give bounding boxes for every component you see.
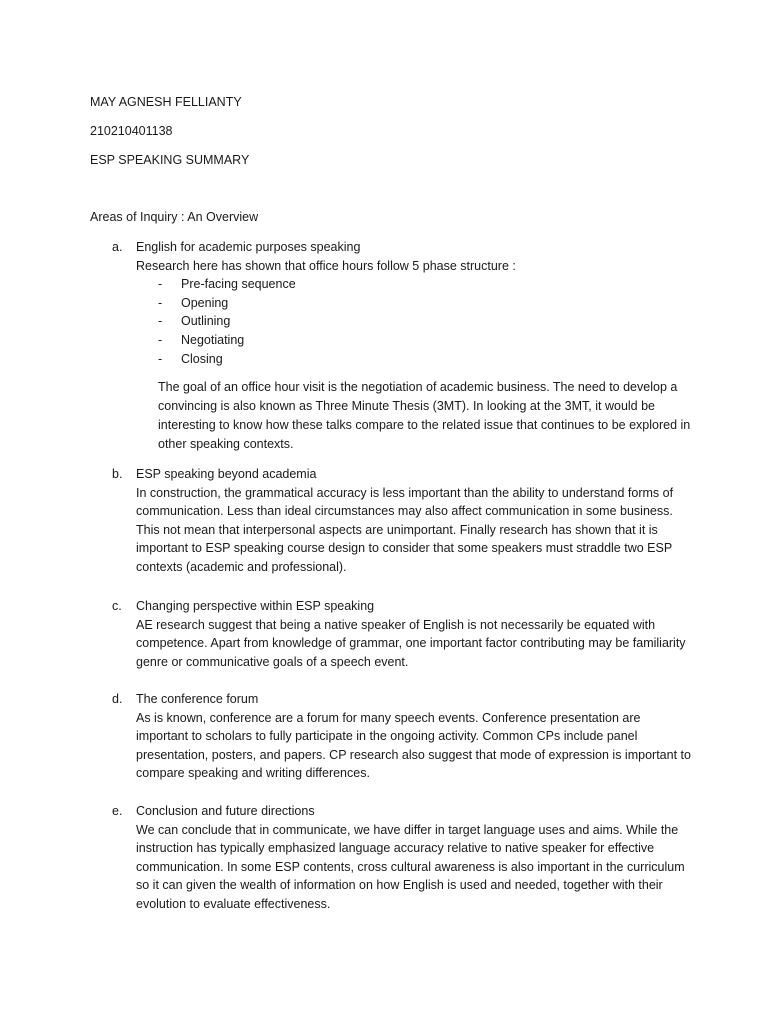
dash-bullet: - [158, 277, 163, 292]
item-heading: English for academic purposes speaking [136, 240, 361, 254]
document-title: ESP SPEAKING SUMMARY [90, 153, 250, 167]
phase-item [136, 331, 692, 350]
dash-bullet: - [158, 295, 163, 310]
phase-label: Outlining [181, 314, 231, 329]
phase-item [136, 275, 692, 294]
dash-bullet: - [158, 314, 163, 329]
phase-label: Closing [181, 351, 223, 366]
item-heading: Conclusion and future directions [136, 804, 315, 818]
list-item-c [112, 597, 692, 671]
phase-item [136, 312, 692, 331]
list-item-d [112, 690, 692, 783]
dash-bullet: - [158, 351, 163, 366]
item-body: We can conclude that in communicate, we have differ in target language uses and aims. While the instruction has typically emphasized language accuracy relative to native speaker for effective communication. In some ESP contents, cross cultural awareness is also important in the curriculum so it can given the wealth of information on how English is used and needed, together with their evolution to evaluate effectiveness. [136, 822, 685, 911]
author-name: MAY AGNESH FELLIANTY [90, 95, 242, 109]
item-body: As is known, conference are a forum for many speech events. Conference presentation are important to scholars to fully participate in the ongoing activity. Common CPs include panel presentation, posters, and papers. CP research also suggest that mode of expression is important to compare speaking and writing differences. [136, 710, 691, 781]
phase-list [136, 275, 692, 368]
phase-label: Opening [181, 295, 229, 310]
item-heading: ESP speaking beyond academia [136, 467, 317, 481]
item-body: Research here has shown that office hours follow 5 phase structure : [136, 258, 516, 273]
item-marker: d. [112, 692, 123, 706]
item-marker: c. [112, 599, 122, 613]
dash-bullet: - [158, 332, 163, 347]
phase-label: Negotiating [181, 332, 245, 347]
item-marker: a. [112, 240, 123, 254]
list-item-b [112, 465, 692, 577]
list-item-e [112, 802, 692, 914]
phase-item [136, 294, 692, 313]
item-body: AE research suggest that being a native speaker of English is not necessarily be equated with competence. Apart from knowledge of grammar, one important factor contributing may be familiarity genre or communicative goals of a speech event. [136, 617, 686, 669]
item-marker: e. [112, 804, 123, 818]
student-id: 210210401138 [90, 124, 173, 138]
phase-item [136, 350, 692, 369]
phase-label: Pre-facing sequence [181, 277, 296, 292]
item-heading: The conference forum [136, 692, 259, 706]
section-title: Areas of Inquiry : An Overview [90, 210, 259, 224]
list-item-a [112, 238, 692, 454]
item-body: In construction, the grammatical accuracy is less important than the ability to understand forms of communication. Less than ideal circumstances may also affect communication in some business. This not mean that interpersonal aspects are unimportant. Finally research has shown that it is important to ESP speaking course design to consider that some speakers must straddle two ESP contexts (academic and professional). [136, 485, 674, 574]
item-heading: Changing perspective within ESP speaking [136, 599, 375, 613]
item-extra-paragraph: The goal of an office hour visit is the negotiation of academic business. The need to develop a convincing is also known as Three Minute Thesis (3MT). In looking at the 3MT, it would be interesting to know how these talks compare to the related issue that continues to be explored in other speaking contexts. [158, 380, 691, 452]
item-marker: b. [112, 467, 123, 481]
